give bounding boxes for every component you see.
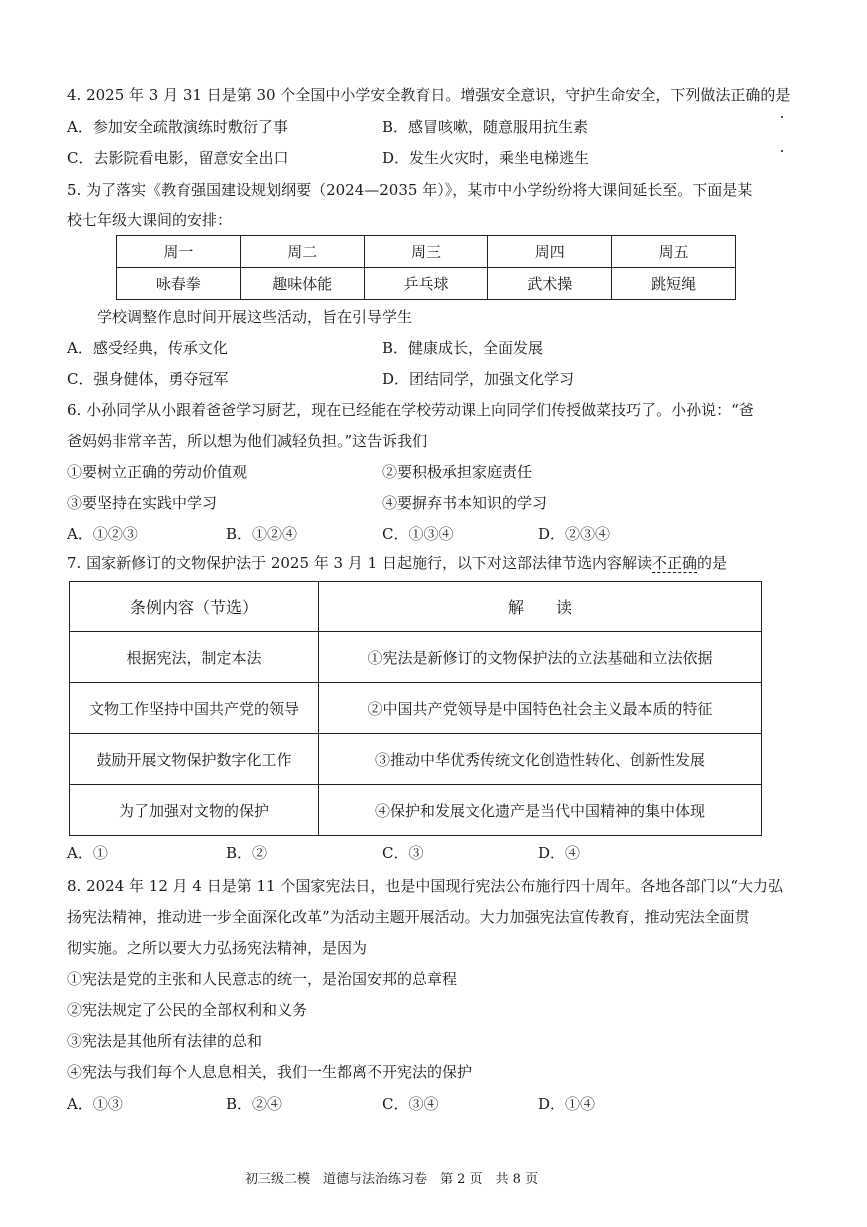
law-table-header-interpretation: 解 读 bbox=[319, 582, 762, 632]
q4-option-d: D．发生火灾时，乘坐电梯逃生 bbox=[382, 149, 590, 167]
schedule-activity-row bbox=[117, 268, 736, 300]
q5-stem-line1: 5. 为了落实《教育强国建设规划纲要（2024—2035 年）》，某市中小学纷纷将大课间延长至。下面是某 bbox=[67, 181, 753, 199]
law-table-row bbox=[70, 785, 762, 836]
schedule-activity-cell: 趣味体能 bbox=[240, 268, 364, 300]
law-interpretation-cell: ③推动中华优秀传统文化创造性转化、创新性发展 bbox=[319, 734, 762, 785]
q8-item-2: ②宪法规定了公民的全部权利和义务 bbox=[67, 1001, 308, 1019]
page-footer: 初三级二模 道德与法治练习卷 第 2 页 共 8 页 bbox=[245, 1172, 539, 1187]
q8-stem-line3: 彻实施。之所以要大力弘扬宪法精神，是因为 bbox=[67, 939, 368, 957]
q5-option-d: D．团结同学，加强文化学习 bbox=[382, 370, 575, 388]
q4-option-a: A．参加安全疏散演练时敷衍了事 bbox=[67, 118, 288, 136]
q6-item-4: ④要摒弃书本知识的学习 bbox=[382, 494, 548, 512]
q8-option-d: D．①④ bbox=[538, 1095, 596, 1113]
law-table-row bbox=[70, 734, 762, 785]
q7-option-c: C．③ bbox=[382, 844, 424, 862]
law-interpretation-cell: ④保护和发展文化遗产是当代中国精神的集中体现 bbox=[319, 785, 762, 836]
q7-option-a: A．① bbox=[67, 844, 108, 862]
scan-speck bbox=[781, 116, 783, 118]
q6-item-3: ③要坚持在实践中学习 bbox=[67, 494, 218, 512]
q4-option-c: C．去影院看电影，留意安全出口 bbox=[67, 149, 289, 167]
schedule-day-cell: 周二 bbox=[240, 236, 364, 268]
schedule-day-cell: 周五 bbox=[612, 236, 736, 268]
q7-stem bbox=[67, 553, 727, 573]
q7-stem-text: 7. 国家新修订的文物保护法于 2025 年 3 月 1 日起施行，以下对这部法律节选内容解读 bbox=[67, 554, 652, 572]
q5-option-b: B．健康成长，全面发展 bbox=[382, 339, 544, 357]
q7-option-b: B．② bbox=[226, 844, 268, 862]
law-table-header-content: 条例内容（节选） bbox=[70, 582, 319, 632]
q8-option-c: C．③④ bbox=[382, 1095, 439, 1113]
law-table-header-row bbox=[70, 582, 762, 632]
q7-option-d: D．④ bbox=[538, 844, 581, 862]
scan-speck bbox=[781, 150, 783, 152]
q8-option-b: B．②④ bbox=[226, 1095, 283, 1113]
schedule-day-cell: 周三 bbox=[364, 236, 488, 268]
q7-stem-end: 的是 bbox=[696, 554, 727, 572]
q7-emphasis-mark: 不正确 bbox=[651, 554, 697, 572]
q8-item-1: ①宪法是党的主张和人民意志的统一，是治国安邦的总章程 bbox=[67, 970, 458, 988]
law-article-cell: 鼓励开展文物保护数字化工作 bbox=[70, 734, 319, 785]
schedule-activity-cell: 乒乓球 bbox=[364, 268, 488, 300]
q8-item-4: ④宪法与我们每个人息息相关，我们一生都离不开宪法的保护 bbox=[67, 1063, 473, 1081]
q4-option-b: B．感冒咳嗽，随意服用抗生素 bbox=[382, 118, 589, 136]
schedule-table bbox=[116, 235, 736, 300]
law-interpretation-cell: ①宪法是新修订的文物保护法的立法基础和立法依据 bbox=[319, 632, 762, 683]
q6-option-b: B．①②④ bbox=[226, 525, 298, 543]
law-article-cell: 根据宪法，制定本法 bbox=[70, 632, 319, 683]
q8-option-a: A．①③ bbox=[67, 1095, 123, 1113]
q6-item-1: ①要树立正确的劳动价值观 bbox=[67, 463, 248, 481]
schedule-day-cell: 周一 bbox=[117, 236, 241, 268]
q5-option-c: C．强身健体，勇夺冠军 bbox=[67, 370, 229, 388]
q6-option-d: D．②③④ bbox=[538, 525, 611, 543]
q5-follow-text: 学校调整作息时间开展这些活动，旨在引导学生 bbox=[97, 308, 413, 326]
schedule-activity-cell: 武术操 bbox=[488, 268, 612, 300]
q6-item-2: ②要积极承担家庭责任 bbox=[382, 463, 533, 481]
schedule-activity-cell: 跳短绳 bbox=[612, 268, 736, 300]
law-interpretation-table bbox=[69, 581, 762, 836]
q8-stem-line2: 扬宪法精神，推动进一步全面深化改革”为活动主题开展活动。大力加强宪法宣传教育，推动宪法全面贯 bbox=[67, 908, 750, 926]
schedule-header-row bbox=[117, 236, 736, 268]
q5-stem-line2: 校七年级大课间的安排： bbox=[67, 211, 233, 229]
q8-item-3: ③宪法是其他所有法律的总和 bbox=[67, 1032, 263, 1050]
schedule-day-cell: 周四 bbox=[488, 236, 612, 268]
q6-option-c: C．①③④ bbox=[382, 525, 454, 543]
q8-stem-line1: 8. 2024 年 12 月 4 日是第 11 个国家宪法日，也是中国现行宪法公布施行四十周年。各地各部门以“大力弘 bbox=[67, 877, 784, 895]
law-article-cell: 文物工作坚持中国共产党的领导 bbox=[70, 683, 319, 734]
law-article-cell: 为了加强对文物的保护 bbox=[70, 785, 319, 836]
law-interpretation-cell: ②中国共产党领导是中国特色社会主义最本质的特征 bbox=[319, 683, 762, 734]
q6-stem-line1: 6. 小孙同学从小跟着爸爸学习厨艺，现在已经能在学校劳动课上向同学们传授做菜技巧了。小孙说：“爸 bbox=[67, 401, 754, 419]
law-table-row bbox=[70, 683, 762, 734]
law-table-row bbox=[70, 632, 762, 683]
q4-stem: 4. 2025 年 3 月 31 日是第 30 个全国中小学安全教育日。增强安全意识，守护生命安全，下列做法正确的是 bbox=[67, 86, 791, 104]
q5-option-a: A．感受经典，传承文化 bbox=[67, 339, 228, 357]
schedule-activity-cell: 咏春拳 bbox=[117, 268, 241, 300]
q6-stem-line2: 爸妈妈非常辛苦，所以想为他们减轻负担。”这告诉我们 bbox=[67, 432, 428, 450]
q6-option-a: A．①②③ bbox=[67, 525, 138, 543]
